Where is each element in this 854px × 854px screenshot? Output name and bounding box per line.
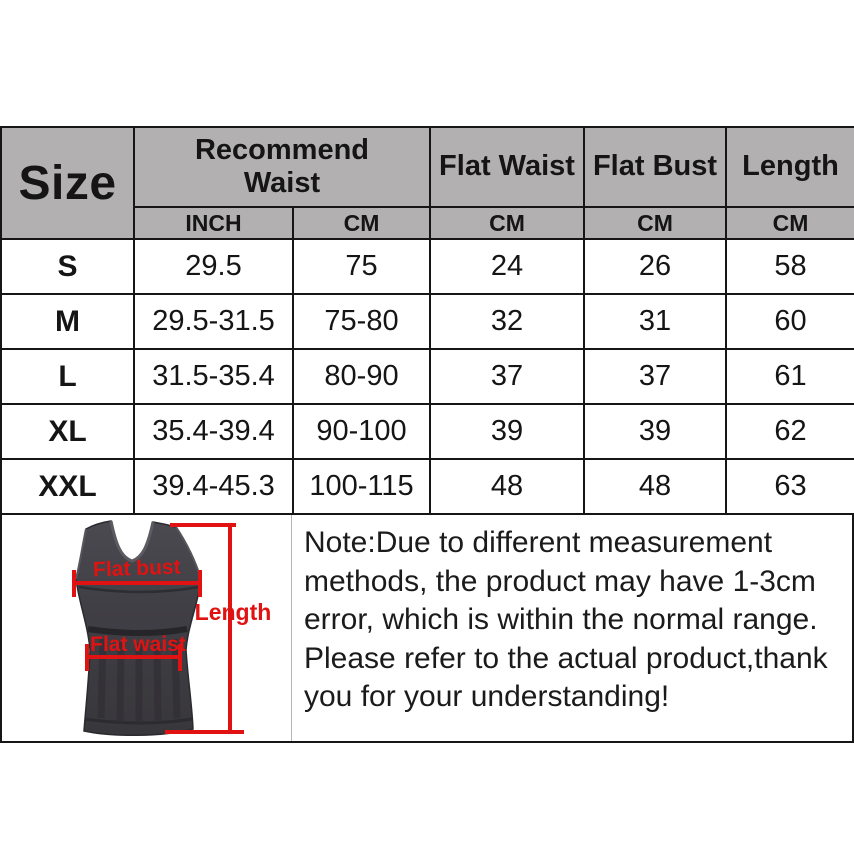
unit-flat-bust-cm-cell: CM (584, 207, 726, 239)
size-row-xl (1, 404, 854, 459)
size-chart-sheet (0, 126, 854, 743)
size-cell: XXL (1, 459, 134, 514)
note-line: you for your understanding! (304, 680, 670, 713)
waist-cm-cell: 90-100 (293, 404, 430, 459)
waist-cm-cell: 75-80 (293, 294, 430, 349)
waist-inch-cell: 39.4-45.3 (134, 459, 293, 514)
size-cell: XL (1, 404, 134, 459)
waist-inch-cell: 35.4-39.4 (134, 404, 293, 459)
waist-cm-cell: 75 (293, 239, 430, 294)
size-row-m (1, 294, 854, 349)
length-cell: 58 (726, 239, 854, 294)
header-size-cell: Size (1, 127, 134, 239)
waist-cm-cell: 100-115 (293, 459, 430, 514)
flat-waist-cell: 24 (430, 239, 584, 294)
unit-inch-cell: INCH (134, 207, 293, 239)
flat-waist-cell: 39 (430, 404, 584, 459)
flat-bust-cell: 37 (584, 349, 726, 404)
note-line: methods, the product may have 1-3cm (304, 564, 816, 598)
bust-label: Flat bust (92, 555, 181, 582)
flat-waist-cell: 48 (430, 459, 584, 514)
note-panel (292, 515, 852, 741)
waist-inch-cell: 29.5-31.5 (134, 294, 293, 349)
size-row-xxl (1, 459, 854, 514)
flat-bust-cell: 31 (584, 294, 726, 349)
size-cell: L (1, 349, 134, 404)
length-cell: 62 (726, 404, 854, 459)
header-flat-waist-cell: Flat Waist (430, 127, 584, 207)
header-flat-bust-cell: Flat Bust (584, 127, 726, 207)
size-row-s (1, 239, 854, 294)
product-photo-panel (2, 515, 292, 741)
unit-length-cm-cell: CM (726, 207, 854, 239)
vest-illustration (2, 515, 292, 741)
flat-waist-cell: 32 (430, 294, 584, 349)
unit-flat-waist-cm-cell: CM (430, 207, 584, 239)
flat-waist-cell: 37 (430, 349, 584, 404)
header-recommend-waist-cell (134, 127, 430, 207)
vest-body (76, 521, 201, 735)
flat-bust-cell: 39 (584, 404, 726, 459)
bottom-panel (0, 515, 854, 743)
waist-inch-cell: 29.5 (134, 239, 293, 294)
size-chart-table (0, 126, 854, 515)
length-cell: 63 (726, 459, 854, 514)
length-cell: 60 (726, 294, 854, 349)
waist-cm-cell: 80-90 (293, 349, 430, 404)
waist-label: Flat waist (90, 633, 186, 656)
note-line: error, which is within the normal range. (304, 603, 818, 636)
flat-bust-cell: 26 (584, 239, 726, 294)
length-label: Length (194, 599, 272, 625)
length-cell: 61 (726, 349, 854, 404)
size-row-l (1, 349, 854, 404)
header-length-cell: Length (726, 127, 854, 207)
size-cell: S (1, 239, 134, 294)
note-line: Please refer to the actual product,thank (304, 641, 828, 675)
size-cell: M (1, 294, 134, 349)
note-line: Note:Due to different measurement (304, 526, 773, 559)
flat-bust-cell: 48 (584, 459, 726, 514)
unit-waist-cm-cell: CM (293, 207, 430, 239)
waist-inch-cell: 31.5-35.4 (134, 349, 293, 404)
header-recommend-waist-label: Recommend Waist (194, 133, 370, 199)
